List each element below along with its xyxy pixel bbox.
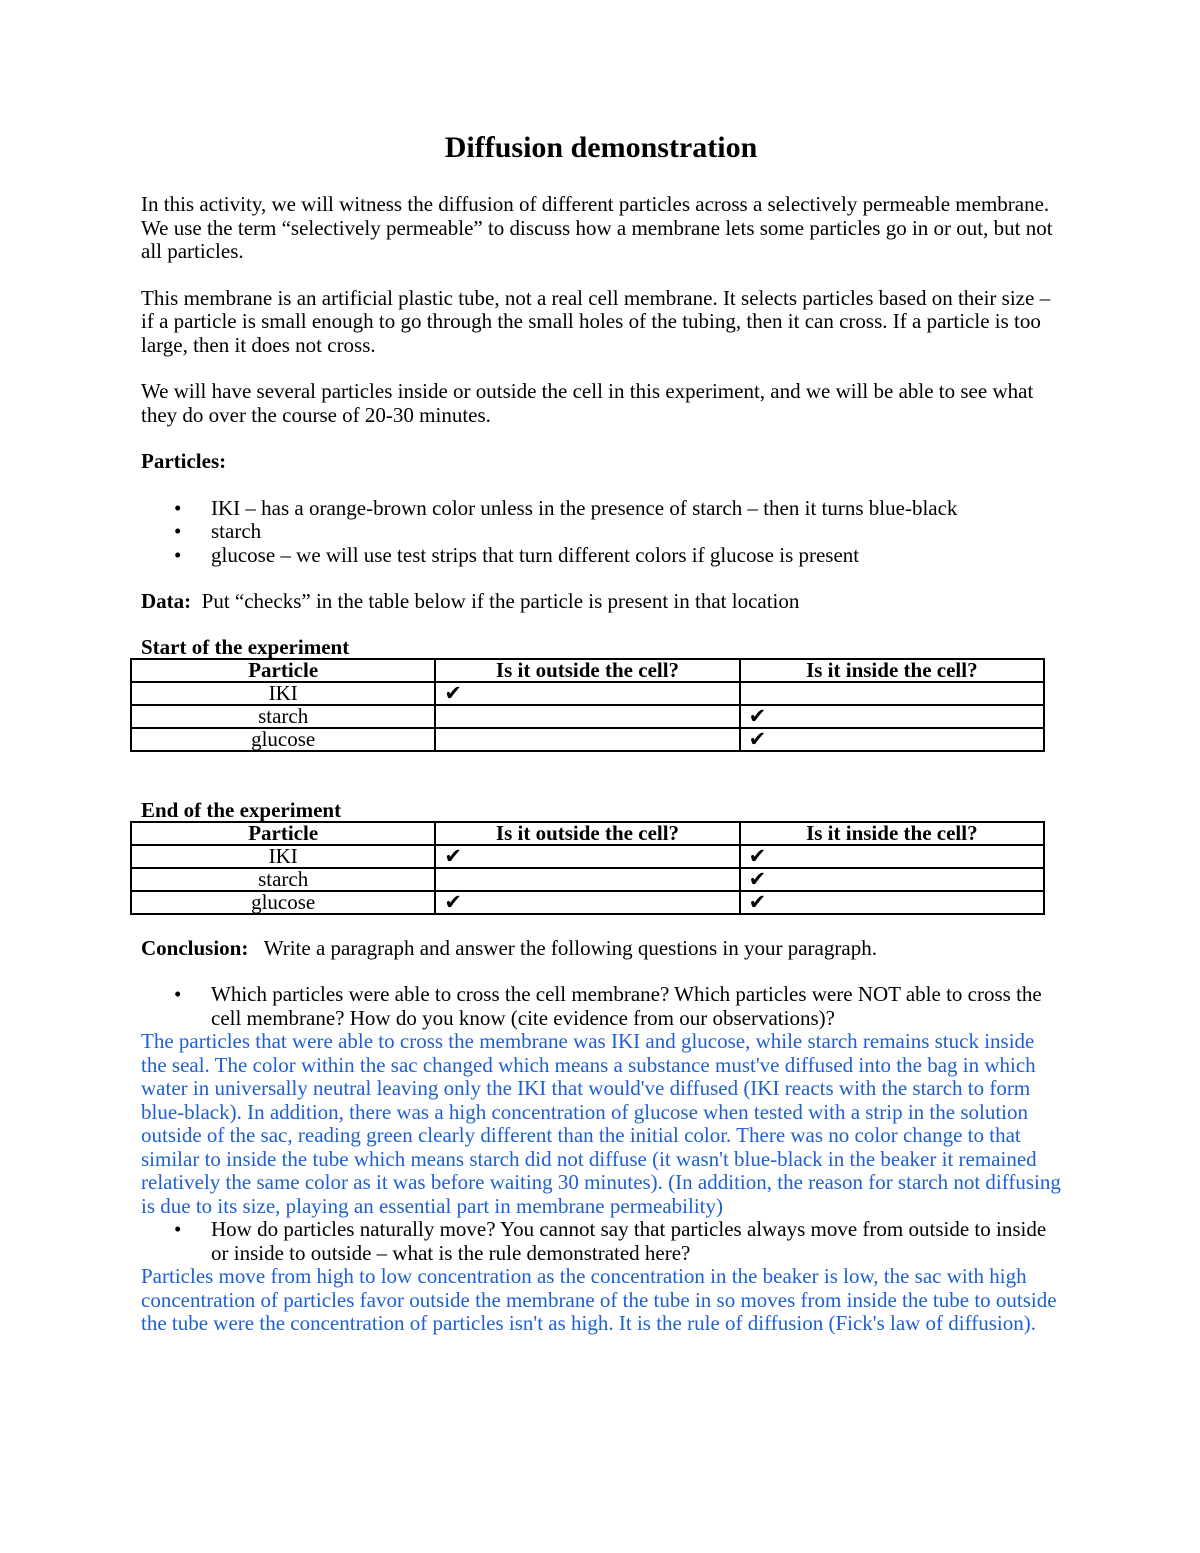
- question-2: • How do particles naturally move? You cannot say that particles always move from outside to inside or inside to outside – what is the rule demonstrated here?: [141, 1218, 1061, 1265]
- data-instructions: [141, 590, 1061, 614]
- check-cell: ✔: [435, 891, 739, 914]
- end-table: [130, 821, 1045, 915]
- table-row: [131, 868, 1044, 891]
- data-label: Data:: [141, 589, 192, 613]
- intro-paragraph-1: In this activity, we will witness the diffusion of different particles across a selectively permeable membrane. We use the term “selectively permeable” to discuss how a membrane lets some particles go in or out, but not all particles.: [141, 192, 1053, 263]
- check-cell: [435, 868, 739, 891]
- table-row: [131, 845, 1044, 868]
- document-page: [141, 128, 1061, 1336]
- table-cell: IKI: [131, 845, 435, 868]
- answer-2: Particles move from high to low concentration as the concentration in the beaker is low, the sac with high concentration of particles favor outside the membrane of the tube in so moves from inside the tube to outside the tube were the concentration of particles isn't as high. It is the rule of diffusion (Fick's law of diffusion).: [141, 1264, 1057, 1335]
- data-text: Put “checks” in the table below if the particle is present in that location: [201, 589, 800, 613]
- list-item: • IKI – has a orange-brown color unless in the presence of starch – then it turns blue-black: [141, 497, 1061, 521]
- column-header: Particle: [131, 659, 435, 682]
- start-table-title: Start of the experiment: [141, 634, 350, 659]
- check-cell: ✔: [435, 682, 739, 705]
- table-row: [131, 728, 1044, 751]
- question-list-2: [141, 1218, 1061, 1265]
- intro-paragraph-3: We will have several particles inside or outside the cell in this experiment, and we will be able to see what they do over the course of 20-30 minutes.: [141, 379, 1034, 427]
- list-item: • glucose – we will use test strips that turn different colors if glucose is present: [141, 544, 1061, 568]
- page-title: Diffusion demonstration: [444, 131, 758, 164]
- end-table-title: End of the experiment: [141, 797, 342, 822]
- check-cell: [435, 728, 739, 751]
- question-list-1: [141, 983, 1061, 1030]
- table-cell: glucose: [131, 891, 435, 914]
- check-cell: [740, 682, 1044, 705]
- question-1: • Which particles were able to cross the cell membrane? Which particles were NOT able to cross the cell membrane? How do you know (cite evidence from our observations)?: [141, 983, 1061, 1030]
- column-header: Is it outside the cell?: [435, 822, 739, 845]
- start-table: [130, 658, 1045, 752]
- table-cell: IKI: [131, 682, 435, 705]
- table-row: [131, 891, 1044, 914]
- list-item: • starch: [141, 520, 1061, 544]
- check-cell: ✔: [740, 705, 1044, 728]
- table-header-row: [131, 659, 1044, 682]
- check-cell: ✔: [435, 845, 739, 868]
- check-cell: ✔: [740, 868, 1044, 891]
- check-cell: ✔: [740, 728, 1044, 751]
- check-cell: ✔: [740, 891, 1044, 914]
- answer-1: The particles that were able to cross the membrane was IKI and glucose, while starch remains stuck inside the seal. The color within the sac changed which means a substance must've diffused into the bag in which water in universally neutral leaving only the IKI that would've diffused (IKI reacts with the starch to form blue-black). In addition, there was a high concentration of glucose when tested with a strip in the solution outside of the sac, reading green clearly different than the initial color. There was no color change to that similar to inside the tube which means starch did not diffuse (it wasn't blue-black in the beaker it remained relatively the same color as it was before waiting 30 minutes). (In addition, the reason for starch not diffusing is due to its size, playing an essential part in membrane permeability): [141, 1029, 1061, 1218]
- column-header: Is it inside the cell?: [740, 822, 1044, 845]
- conclusion-instructions: [141, 937, 1061, 961]
- table-header-row: [131, 822, 1044, 845]
- conclusion-label: Conclusion:: [141, 935, 249, 960]
- particles-list: [141, 497, 1061, 568]
- check-cell: ✔: [740, 845, 1044, 868]
- intro-paragraph-2: This membrane is an artificial plastic tube, not a real cell membrane. It selects particles based on their size – if a particle is small enough to go through the small holes of the tubing, then it can cross. If a particle is too large, then it does not cross.: [141, 285, 1051, 357]
- column-header: Particle: [131, 822, 435, 845]
- check-cell: [435, 705, 739, 728]
- column-header: Is it outside the cell?: [435, 659, 739, 682]
- table-row: [131, 682, 1044, 705]
- table-cell: glucose: [131, 728, 435, 751]
- conclusion-text: Write a paragraph and answer the following questions in your paragraph.: [263, 935, 877, 960]
- column-header: Is it inside the cell?: [740, 659, 1044, 682]
- table-cell: starch: [131, 705, 435, 728]
- table-cell: starch: [131, 868, 435, 891]
- table-row: [131, 705, 1044, 728]
- particles-heading: Particles:: [141, 449, 227, 473]
